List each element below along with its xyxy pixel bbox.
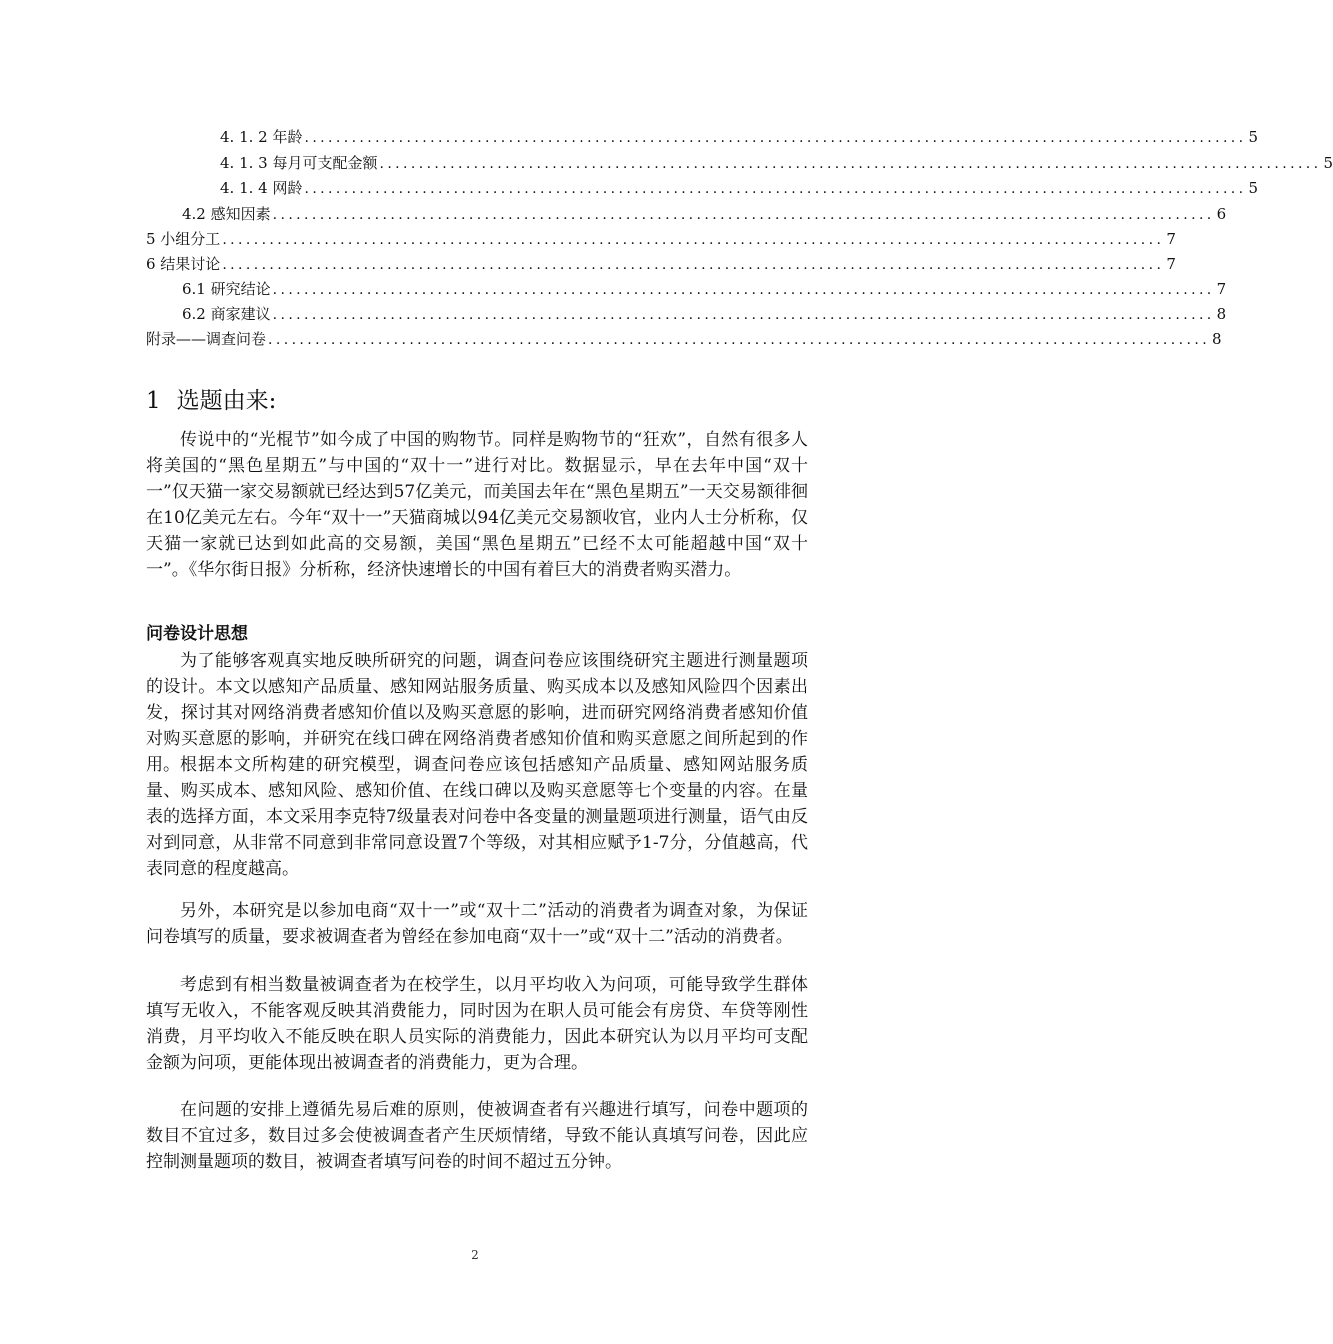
body-paragraph: 根据本文所构建的研究模型，调查问卷应该包括感知产品质量、感知网站服务质量、购买成本、感知风险、感知价值、在线口碑以及购买意愿等七个变量的内容。在量表的选择方面，本文采用李克特7级量表对问卷中各变量的测量题项进行测量，语气由反对到同意，从非常不同意到非常同意设置7个等级，对其相应赋予1-7分，分值越高，代表同意的程度越高。 (146, 755, 808, 879)
toc-entry-label: 5 小组分工 (146, 230, 221, 248)
toc-leader-dots: ........................................................................................................................ (304, 130, 1247, 146)
body-paragraph: 为了能够客观真实地反映所研究的问题，调查问卷应该围绕研究主题进行测量题项的设计。本文以感知产品质量、感知网站服务质量、购买成本以及感知风险四个因素出发，探讨其对网络消费者感知价值以及购买意愿的影响，进而研究网络消费者感知价值对购买意愿的影响，并研究在线口碑在网络消费者感知价值和购买意愿之间所起到的作用。 (146, 651, 808, 775)
toc-entry-page: 7 (1216, 280, 1227, 298)
section-1-heading (146, 383, 276, 419)
body-paragraph: 考虑到有相当数量被调查者为在校学生，以月平均收入为问项，可能导致学生群体填写无收入，不能客观反映其消费能力，同时因为在职人员可能会有房贷、车贷等刚性消费，月平均收入不能反映在职人员实际的消费能力，因此本研究认为以月平均可支配金额为问项，更能体现出被调查者的消费能力，更为合理。 (146, 975, 808, 1073)
toc-leader-dots: ........................................................................................................................ (379, 156, 1322, 172)
toc-entry-label: 4. 1. 4 网龄 (220, 179, 303, 197)
toc-entry-page: 5 (1323, 154, 1333, 172)
toc-entry[interactable] (220, 151, 1333, 175)
section-1-paragraph: 传说中的“光棍节”如今成了中国的购物节。同样是购物节的“狂欢”，自然有很多人将美国的“黑色星期五”与中国的“双十一”进行对比。数据显示，早在去年中国“双十一”仅天猫一家交易额就已经达到57亿美元，而美国去年在“黑色星期五”一天交易额徘徊在10亿美元左右。今年“双十一”天猫商城以94亿美元交易额收官，业内人士分析称，仅天猫一家就已达到如此高的交易额，美国“黑色星期五”已经不太可能超越中国“双十一”。《华尔街日报》分析称，经济快速增长的中国有着巨大的消费者购买潜力。 (146, 430, 808, 580)
toc-entry-label: 6.1 研究结论 (182, 280, 271, 298)
toc-leader-dots: ........................................................................................................................ (272, 282, 1215, 298)
toc-entry-page: 5 (1248, 128, 1259, 146)
toc-leader-dots: ........................................................................................................................ (304, 181, 1247, 197)
page-number: 2 (471, 1248, 479, 1262)
questionnaire-design-heading: 问卷设计思想 (146, 624, 248, 644)
toc-entry[interactable] (220, 125, 1259, 149)
section-number: 1 (146, 388, 161, 414)
toc-leader-dots: ........................................................................................................................ (222, 257, 1165, 273)
toc-entry[interactable] (146, 252, 1176, 276)
toc-entry-label: 附录——调查问卷 (146, 330, 267, 348)
toc-entry-label: 6 结果讨论 (146, 255, 221, 273)
toc-entry[interactable] (220, 176, 1259, 200)
section-title: 选题由来: (176, 388, 277, 414)
toc-entry-page: 6 (1216, 205, 1227, 223)
toc-entry-page: 7 (1166, 230, 1176, 248)
toc-entry-label: 4. 1. 2 年龄 (220, 128, 303, 146)
toc-entry[interactable] (182, 277, 1227, 301)
toc-entry[interactable] (182, 302, 1227, 326)
toc-entry-page: 8 (1216, 305, 1227, 323)
toc-entry[interactable] (146, 227, 1176, 251)
toc-leader-dots: ........................................................................................................................ (272, 307, 1215, 323)
toc-leader-dots: ........................................................................................................................ (222, 232, 1165, 248)
toc-leader-dots: ........................................................................................................................ (272, 207, 1215, 223)
toc-entry-label: 4. 1. 3 每月可支配金额 (220, 154, 378, 172)
body-paragraph: 在问题的安排上遵循先易后难的原则，使被调查者有兴趣进行填写，问卷中题项的数目不宜过多，数目过多会使被调查者产生厌烦情绪，导致不能认真填写问卷，因此应控制测量题项的数目，被调查者填写问卷的时间不超过五分钟。 (146, 1100, 808, 1172)
toc-leader-dots: ........................................................................................................................ (268, 332, 1211, 348)
toc-entry-page: 5 (1248, 179, 1259, 197)
toc-entry[interactable] (182, 202, 1227, 226)
toc-entry[interactable] (146, 327, 1222, 351)
toc-entry-label: 4.2 感知因素 (182, 205, 271, 223)
toc-entry-label: 6.2 商家建议 (182, 305, 271, 323)
toc-entry-page: 8 (1212, 330, 1222, 348)
body-paragraph: 另外，本研究是以参加电商“双十一”或“双十二”活动的消费者为调查对象，为保证问卷填写的质量，要求被调查者为曾经在参加电商“双十一”或“双十二”活动的消费者。 (146, 901, 808, 947)
toc-entry-page: 7 (1166, 255, 1176, 273)
